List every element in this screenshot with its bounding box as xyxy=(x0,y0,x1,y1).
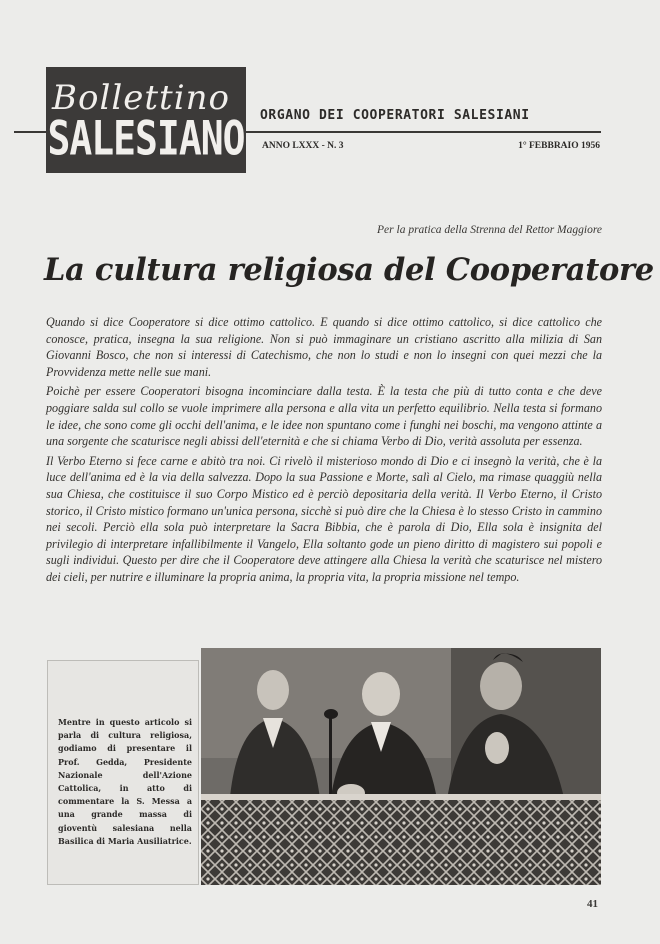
logo-block-title: SALESIANO xyxy=(47,110,245,166)
photograph xyxy=(201,648,601,885)
masthead-logo xyxy=(46,67,246,173)
article-paragraph: Poichè per essere Cooperatori bisogna incominciare dalla testa. È la testa che più di tutto conta e che deve poggiare salda sul collo se vuole imprimere alla persona e alla vita un perfetto equilibrio. Nella testa si formano le idee, che sono come gli occhi dell'anima, e le idee non spuntano come i funghi nei boschi, ma vengono attinte a una sorgente che scaturisce negli abissi dell'eternità e che si chiama Verbo di Dio, verità assoluta per essenza. xyxy=(46,384,602,449)
photo-caption: Mentre in questo articolo si parla di cultura religiosa, godiamo di presentare il Prof. Gedda, Presidente Nazionale dell'Azione Cattolica, in atto di commentare la S. Messa a una grande massa di gioventù salesiana nella Basilica di Maria Ausiliatrice. xyxy=(58,717,192,846)
masthead-rule-left xyxy=(14,131,46,133)
article-paragraph: Il Verbo Eterno si fece carne e abitò tra noi. Ci rivelò il misterioso mondo di Dio e ci insegnò la verità, che è la luce dell'anima ed è la via della salvezza. Dopo la sua Passione e Morte, salì al Cielo, ma rimase quaggiù nella sua Chiesa, che costituisce il suo Corpo Mistico ed è perciò depositaria della verità. Il Verbo Eterno, il Cristo storico, il Cristo mistico formano un'unica persona, sicchè si può dire che la Chiesa è lo stesso Cristo in cammino nei secoli. Perciò ella sola può interpretare la Sacra Bibbia, che è parola di Dio, Ella sola è insignita del privilegio di interpretare infallibilmente il Vangelo, Ella soltanto gode un pieno diritto di magistero sui popoli e sugli individui. Questo per dire che il Cooperatore deve attingere alla Chiesa la verità che scaturisce nel mistero dei cieli, per nutrire e illuminare la propria anima, la propria vita, la propria missione nel tempo. xyxy=(46,453,602,584)
issue-date: 1° FEBBRAIO 1956 xyxy=(518,141,600,151)
issue-number: ANNO LXXX - N. 3 xyxy=(262,141,344,151)
masthead-rule-right xyxy=(246,131,601,133)
article-subtitle: Per la pratica della Strenna del Rettor Maggiore xyxy=(377,224,602,236)
photograph-illustration xyxy=(201,648,601,885)
logo-script-title: Bollettino xyxy=(52,78,230,118)
masthead-organ: ORGANO DEI COOPERATORI SALESIANI xyxy=(260,108,530,123)
article-body xyxy=(46,314,602,589)
page-number: 41 xyxy=(587,898,598,910)
article-title: La cultura religiosa del Cooperatore xyxy=(44,252,654,288)
article-paragraph: Quando si dice Cooperatore si dice ottimo cattolico. E quando si dice ottimo cattolico, si dice cattolico che conosce, pratica, insegna la sua religione. Non si può immaginare un cristiano ascritto alla milizia di San Giovanni Bosco, che non si interessi di Catechismo, che non lo studi e non lo insegni con quei mezzi che la Provvidenza mette nelle sue mani. xyxy=(46,315,602,379)
